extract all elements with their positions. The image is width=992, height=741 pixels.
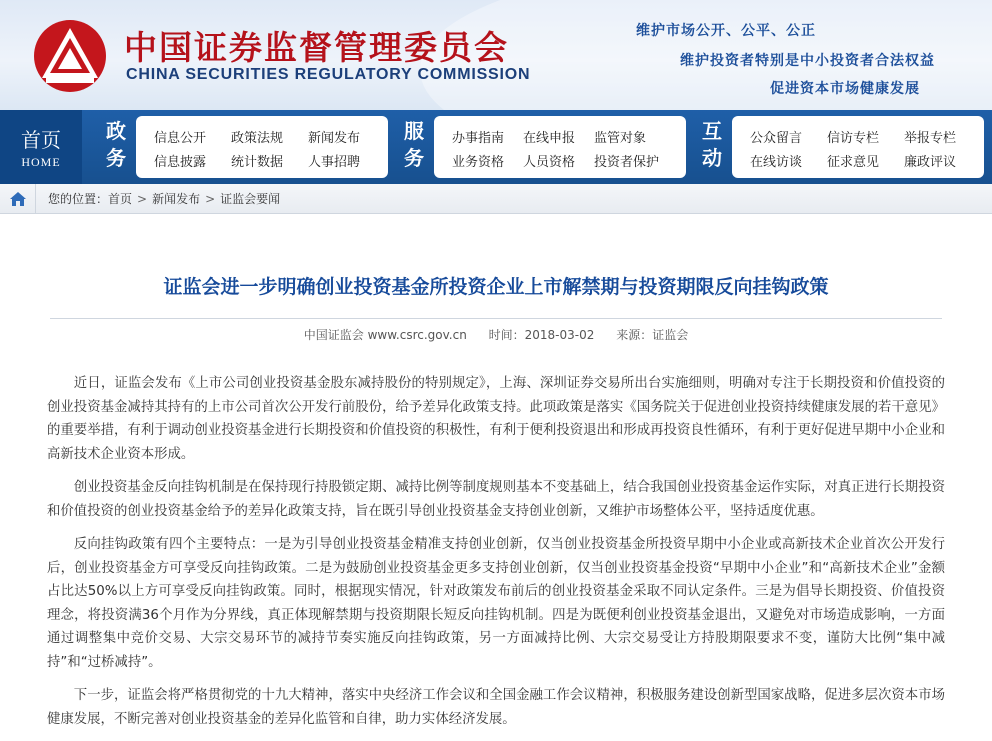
article-paragraph: 下一步，证监会将严格贯彻党的十九大精神，落实中央经济工作会议和全国金融工作会议精神，积极服务建设创新型国家战略，促进多层次资本市场健康发展，不断完善对创业投资基金的差异化监管和自律，助力实体经济发展。 xyxy=(47,688,945,727)
nav-category-government: 政 务 xyxy=(106,119,126,170)
nav-link-info-disclosure[interactable]: 信息披露 xyxy=(154,154,207,170)
slogan-1: 维护市场公开、公平、公正 xyxy=(636,23,816,39)
nav-link-info-public[interactable]: 信息公开 xyxy=(154,130,207,146)
nav-link-business-qualification[interactable]: 业务资格 xyxy=(452,154,505,170)
breadcrumb-item-news[interactable]: 新闻发布 xyxy=(152,192,201,206)
home-icon xyxy=(9,191,27,207)
nav-link-public-message[interactable]: 公众留言 xyxy=(750,130,803,146)
nav-link-statistics[interactable]: 统计数据 xyxy=(231,154,284,170)
site-title-cn: 中国证券监督管理委员会 xyxy=(124,28,509,67)
nav-category-service: 服 务 xyxy=(404,119,424,170)
nav-link-policy-law[interactable]: 政策法规 xyxy=(231,130,284,146)
article-paragraph: 反向挂钩政策有四个主要特点：一是为引导创业投资基金精准支持创业创新，仅当创业投资基金所投资早期中小企业或高新技术企业首次公开发行后，创业投资基金方可享受反向挂钩政策。二是为鼓励创业投资基金更多支持创业创新，仅当创业投资基金投资“早期中小企业”和“高新技术企业”金额占比达50%以上方可享受反向挂钩政策。同时，根据现实情况，针对政策发布前后的创业投资基金采取不同认定条件。三是为倡导长期投资、价值投资理念，将投资满36个月作为分界线，真正体现解禁期与投资期限长短反向挂钩机制。四是为既便利创业投资基金退出，又避免对市场造成影响，一方面通过调整集中竞价交易、大宗交易环节的减持节奏实施反向挂钩政策，另一方面减持比例、大宗交易受让方持股期限要求不变，谨防大比例“集中减持”和“过桥减持”。 xyxy=(47,537,945,670)
nav-home-button[interactable] xyxy=(0,110,82,184)
breadcrumb-item-csrc-news[interactable]: 证监会要闻 xyxy=(220,192,281,206)
article-paragraph: 创业投资基金反向挂钩机制是在保持现行持股锁定期、减持比例等制度规则基本不变基础上，结合我国创业投资基金运作实际，对真正进行长期投资和价值投资的创业投资基金给予的差异化政策支持，旨在既引导创业投资基金支持创业创新，又维护市场整体公平，坚持适度优惠。 xyxy=(47,480,945,519)
slogan-2: 维护投资者特别是中小投资者合法权益 xyxy=(680,53,935,69)
nav-link-online-interview[interactable]: 在线访谈 xyxy=(750,154,803,170)
nav-home-label-en: HOME xyxy=(21,155,61,169)
article-title: 证监会进一步明确创业投资基金所投资企业上市解禁期与投资期限反向挂钩政策 xyxy=(163,276,829,298)
csrc-logo-icon[interactable] xyxy=(32,18,108,94)
nav-link-guide[interactable]: 办事指南 xyxy=(452,130,505,146)
site-title-en: CHINA SECURITIES REGULATORY COMMISSION xyxy=(126,66,531,83)
nav-group-service xyxy=(434,116,686,178)
nav-home-label-cn: 首页 xyxy=(21,128,61,152)
breadcrumb-separator: > xyxy=(205,192,216,206)
main-nav xyxy=(0,110,992,184)
breadcrumb-trail xyxy=(48,184,280,214)
nav-link-petition[interactable]: 信访专栏 xyxy=(827,130,880,146)
site-header xyxy=(0,0,992,110)
nav-link-regulated-entities[interactable]: 监管对象 xyxy=(594,130,647,146)
article-body xyxy=(47,372,945,741)
breadcrumb-home-button[interactable] xyxy=(0,184,36,214)
nav-link-personnel-qualification[interactable]: 人员资格 xyxy=(523,154,576,170)
nav-link-investor-protection[interactable]: 投资者保护 xyxy=(594,154,660,170)
nav-link-integrity-review[interactable]: 廉政评议 xyxy=(904,154,957,170)
slogan-3: 促进资本市场健康发展 xyxy=(770,81,920,97)
breadcrumb-item-home[interactable]: 首页 xyxy=(108,192,133,206)
article-meta xyxy=(0,326,992,343)
nav-group-government xyxy=(136,116,388,178)
nav-group-interaction xyxy=(732,116,984,178)
nav-link-report[interactable]: 举报专栏 xyxy=(904,130,957,146)
article-origin: 来源：证监会 xyxy=(616,328,689,342)
nav-link-recruitment[interactable]: 人事招聘 xyxy=(308,154,361,170)
breadcrumb-separator: > xyxy=(137,192,148,206)
nav-link-news-release[interactable]: 新闻发布 xyxy=(308,130,361,146)
breadcrumb-prefix: 您的位置： xyxy=(48,192,109,206)
breadcrumb xyxy=(0,184,992,214)
nav-link-solicit-opinions[interactable]: 征求意见 xyxy=(827,154,880,170)
article-paragraph: 近日，证监会发布《上市公司创业投资基金股东减持股份的特别规定》，上海、深圳证券交易所出台实施细则，明确对专注于长期投资和价值投资的创业投资基金减持其持有的上市公司首次公开发行前股份，给予差异化政策支持。此项政策是落实《国务院关于促进创业投资持续健康发展的若干意见》的重要举措，有利于调动创业投资基金进行长期投资和价值投资的积极性，有利于便利投资退出和形成再投资良性循环，有利于更好促进早期中小企业和高新技术企业资本形成。 xyxy=(47,376,945,462)
nav-link-online-filing[interactable]: 在线申报 xyxy=(523,130,576,146)
article-time: 时间：2018-03-02 xyxy=(488,328,595,342)
title-divider xyxy=(50,318,942,319)
article-source: 中国证监会 www.csrc.gov.cn xyxy=(303,328,467,342)
nav-category-interaction: 互 动 xyxy=(702,119,722,170)
